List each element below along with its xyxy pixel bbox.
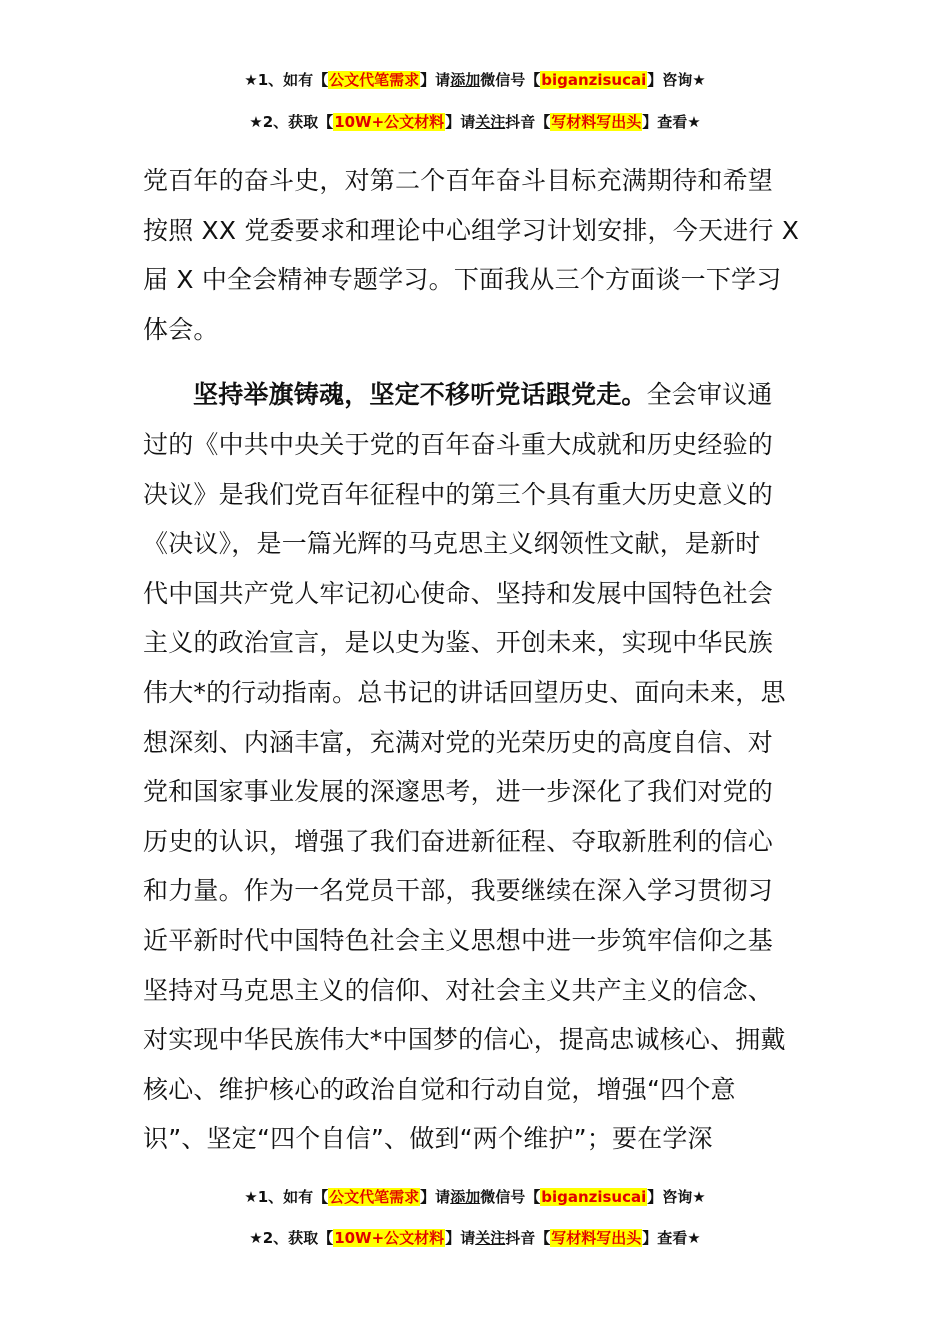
paragraph-intro [143, 156, 808, 354]
notice-text: 微信号【 [480, 71, 541, 89]
notice-text: ★1、如有【 [244, 71, 329, 89]
underlined-add: 添加 [450, 1188, 481, 1206]
text-line: 对实现中华民族伟大*中国梦的信心，提高忠诚核心、拥戴 [143, 1025, 786, 1055]
top-notice-line-2 [0, 111, 950, 133]
highlight-wechat-id: biganzisucai [541, 1188, 647, 1206]
notice-text: 】请 [445, 1229, 476, 1247]
text-line: 主义的政治宣言，是以史为鉴、开创未来，实现中华民族 [143, 628, 774, 658]
text-line [143, 370, 808, 420]
highlight-douyin: 写材料写出头 [551, 113, 642, 131]
top-notice-line-1 [0, 69, 950, 91]
text-line: 代中国共产党人牢记初心使命、坚持和发展中国特色社会 [143, 578, 774, 608]
text-line: 核心、维护核心的政治自觉和行动自觉，增强“四个意 [143, 1074, 736, 1104]
bottom-notice-line-1 [0, 1186, 950, 1208]
notice-text: 抖音【 [505, 113, 551, 131]
text-line: 《决议》，是一篇光辉的马克思主义纲领性文献，是新时 [143, 529, 761, 559]
bottom-notice-line-2 [0, 1227, 950, 1249]
text-line: 届 X 中全会精神专题学习。下面我从三个方面谈一下学习 [143, 265, 782, 295]
notice-text: 】请 [420, 1188, 451, 1206]
underlined-follow: 关注 [475, 1229, 506, 1247]
text-line: 坚持对马克思主义的信仰、对社会主义共产主义的信念、 [143, 975, 774, 1005]
highlight-douyin: 写材料写出头 [551, 1229, 642, 1247]
highlight-materials: 10W+公文材料 [334, 1229, 445, 1247]
underlined-follow: 关注 [475, 113, 506, 131]
text-line: 体会。 [143, 314, 219, 344]
underlined-add: 添加 [450, 71, 481, 89]
text-line: 识”、坚定“四个自信”、做到“两个维护”；要在学深 [143, 1124, 713, 1154]
text-line: 伟大*的行动指南。总书记的讲话回望历史、面向未来，思 [143, 677, 786, 707]
document-body [143, 156, 808, 1164]
notice-text: 微信号【 [480, 1188, 541, 1206]
notice-text: 】查看★ [642, 113, 701, 131]
text-line: 过的《中共中央关于党的百年奋斗重大成就和历史经验的 [143, 429, 774, 459]
text-line: 党和国家事业发展的深邃思考，进一步深化了我们对党的 [143, 777, 774, 807]
notice-text: 】咨询★ [647, 1188, 706, 1206]
text-line: 想深刻、内涵丰富，充满对党的光荣历史的高度自信、对 [143, 727, 774, 757]
highlight-wechat-id: biganzisucai [541, 71, 647, 89]
text-line: 党百年的奋斗史，对第二个百年奋斗目标充满期待和希望 [143, 166, 774, 195]
text-line: 历史的认识，增强了我们奋进新征程、夺取新胜利的信心 [143, 826, 774, 856]
notice-text: 】查看★ [642, 1229, 701, 1247]
text-line: 按照 XX 党委要求和理论中心组学习计划安排，今天进行 X [143, 215, 800, 245]
highlight-materials: 10W+公文材料 [334, 113, 445, 131]
highlight-service: 公文代笔需求 [329, 71, 420, 89]
notice-text: 】咨询★ [647, 71, 706, 89]
highlight-service: 公文代笔需求 [329, 1188, 420, 1206]
text-line: 近平新时代中国特色社会主义思想中进一步筑牢信仰之基 [143, 925, 774, 955]
text-line: 决议》是我们党百年征程中的第三个具有重大历史意义的 [143, 479, 774, 509]
paragraph-point-1 [143, 370, 808, 1164]
text-segment: 全会审议通 [646, 380, 773, 410]
paragraph-heading: 坚持举旗铸魂，坚定不移听党话跟党走。 [193, 380, 647, 410]
notice-text: ★2、获取【 [249, 1229, 334, 1247]
notice-text: 】请 [420, 71, 451, 89]
notice-text: ★2、获取【 [249, 113, 334, 131]
notice-text: 】请 [445, 113, 476, 131]
notice-text: ★1、如有【 [244, 1188, 329, 1206]
text-line: 和力量。作为一名党员干部，我要继续在深入学习贯彻习 [143, 876, 774, 906]
notice-text: 抖音【 [505, 1229, 551, 1247]
